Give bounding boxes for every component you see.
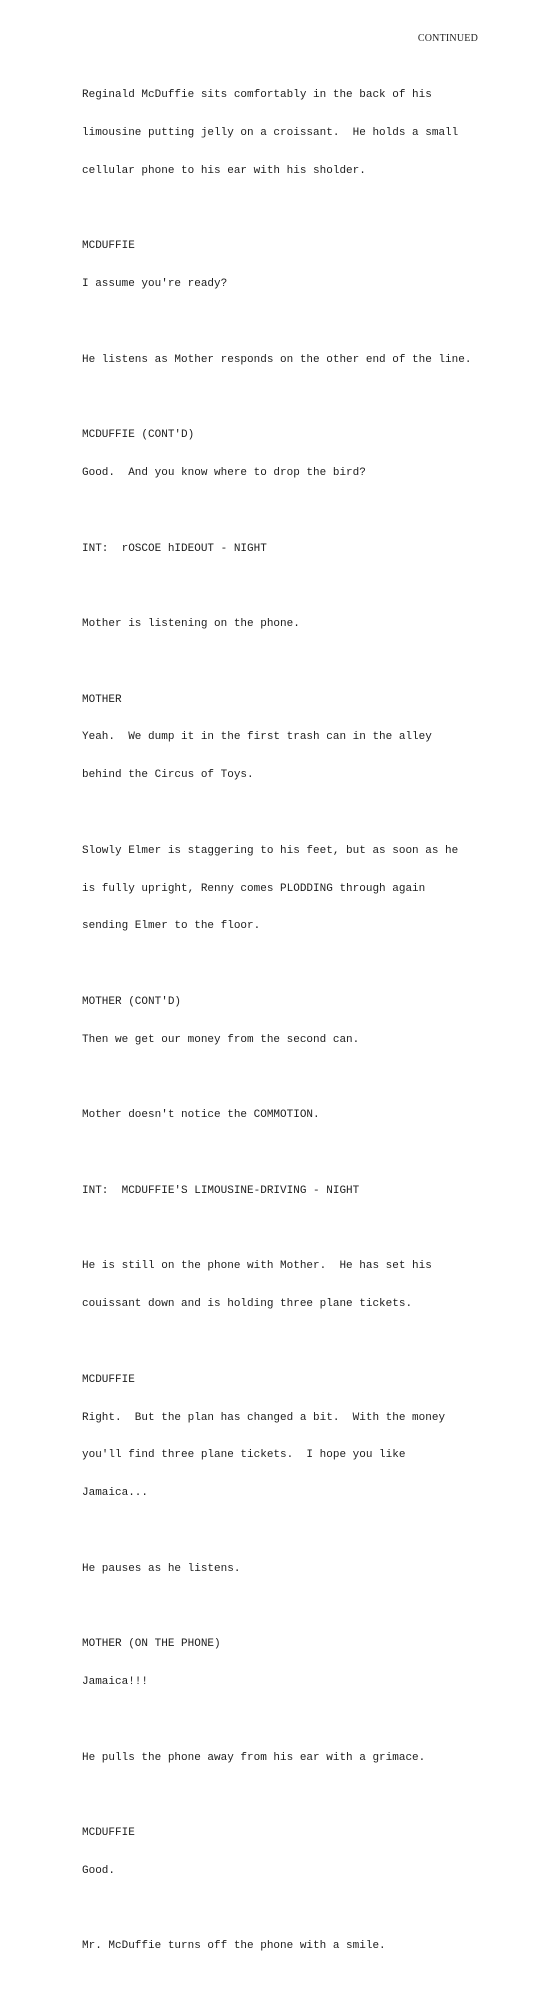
character-name: MCDUFFIE — [82, 240, 135, 253]
dialogue-line: Jamaica... — [82, 1487, 149, 1500]
character-name: MCDUFFIE — [82, 1373, 135, 1386]
script-line: couissant down and is holding three plane tickets. — [82, 1298, 413, 1311]
character-name: MOTHER (ON THE PHONE) — [82, 1638, 221, 1651]
continued-label: CONTINUED — [417, 33, 478, 44]
character-name: MCDUFFIE (CONT'D) — [82, 429, 195, 442]
script-line: sending Elmer to the floor. — [82, 920, 261, 933]
action-paragraph — [82, 64, 502, 203]
script-line: He pauses as he listens. — [82, 1562, 241, 1575]
action-paragraph — [82, 1235, 502, 1336]
script-line: Mother is listening on the phone. — [82, 618, 300, 631]
dialogue-block — [82, 669, 502, 808]
script-line: limousine putting jelly on a croissant. He holds a small — [82, 126, 459, 139]
dialogue-line: I assume you're ready? — [82, 278, 228, 291]
script-line: Mother doesn't notice the COMMOTION. — [82, 1109, 320, 1122]
character-name: MOTHER (CONT'D) — [82, 995, 182, 1008]
script-line: He listens as Mother responds on the other end of the line. — [82, 353, 472, 366]
scene-heading — [82, 517, 502, 580]
scene-heading-line: INT: rOSCOE hIDEOUT - NIGHT — [82, 542, 267, 555]
script-line: Slowly Elmer is staggering to his feet, but as soon as he — [82, 844, 459, 857]
dialogue-line: behind the Circus of Toys. — [82, 769, 254, 782]
script-body — [82, 64, 502, 1991]
action-paragraph — [82, 593, 502, 656]
dialogue-line: you'll find three plane tickets. I hope you like — [82, 1449, 406, 1462]
script-line: Reginald McDuffie sits comfortably in the back of his — [82, 89, 432, 102]
script-line: He is still on the phone with Mother. He has set his — [82, 1260, 432, 1273]
script-line: is fully upright, Renny comes PLODDING through again — [82, 882, 426, 895]
dialogue-block — [82, 215, 502, 316]
dialogue-block — [82, 1349, 502, 1525]
dialogue-block — [82, 1613, 502, 1714]
dialogue-line: Then we get our money from the second can. — [82, 1033, 360, 1046]
dialogue-block — [82, 971, 502, 1072]
script-line: Mr. McDuffie turns off the phone with a smile. — [82, 1940, 386, 1953]
character-name: MCDUFFIE — [82, 1827, 135, 1840]
script-line: He pulls the phone away from his ear with a grimace. — [82, 1751, 426, 1764]
scene-heading-line: INT: MCDUFFIE'S LIMOUSINE-DRIVING - NIGHT — [82, 1184, 360, 1197]
action-paragraph — [82, 1084, 502, 1147]
character-name: MOTHER — [82, 693, 122, 706]
dialogue-line: Good. — [82, 1864, 116, 1877]
dialogue-line: Good. And you know where to drop the bird? — [82, 467, 366, 479]
dialogue-block — [82, 404, 502, 505]
action-paragraph — [82, 1537, 502, 1600]
dialogue-line: Yeah. We dump it in the first trash can in the alley — [82, 731, 432, 744]
dialogue-line: Right. But the plan has changed a bit. With the money — [82, 1411, 446, 1424]
dialogue-block — [82, 1802, 502, 1903]
action-paragraph — [82, 820, 502, 959]
scene-heading — [82, 1160, 502, 1223]
action-paragraph — [82, 1726, 502, 1789]
action-paragraph — [82, 1915, 502, 1978]
script-line: cellular phone to his ear with his sholder. — [82, 164, 366, 177]
action-paragraph — [82, 328, 502, 391]
dialogue-line: Jamaica!!! — [82, 1676, 149, 1688]
